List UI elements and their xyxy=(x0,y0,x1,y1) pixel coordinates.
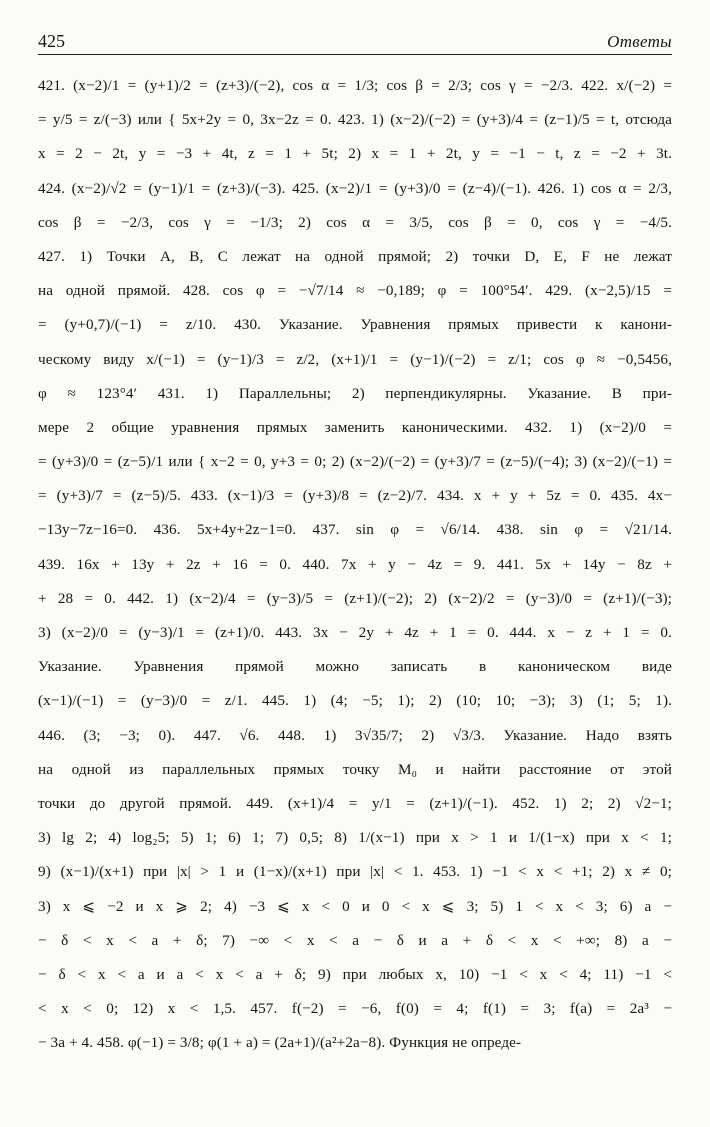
text-line: 424. (x−2)/√2 = (y−1)/1 = (z+3)/(−3). 425. (x−2)/1 = (y+3)/0 = (z−4)/(−1). 426. 1) cos α = 2/3, xyxy=(38,179,672,197)
text-line: 427. 1) Точки A, B, C лежат на одной прямой; 2) точки D, E, F не лежат xyxy=(38,247,672,265)
text-line: 439. 16x + 13y + 2z + 16 = 0. 440. 7x + y − 4z = 9. 441. 5x + 14y − 8z + xyxy=(38,555,672,573)
text-line: = (y+3)/7 = (z−5)/5. 433. (x−1)/3 = (y+3)/8 = (z−2)/7. 434. x + y + 5z = 0. 435. 4x− xyxy=(38,487,672,505)
text-line: мере 2 общие уравнения прямых заменить каноническими. 432. 1) (x−2)/0 = xyxy=(38,418,672,436)
text-line: Указание. Уравнения прямой можно записать в каноническом виде xyxy=(38,658,672,676)
text-line: (x−1)/(−1) = (y−3)/0 = z/1. 445. 1) (4; −5; 1); 2) (10; 10; −3); 3) (1; 5; 1). xyxy=(38,692,672,710)
answers-text xyxy=(38,69,672,1060)
section-title: Ответы xyxy=(607,32,672,51)
text-line: на одной из параллельных прямых точку M₀ и найти расстояние от этой xyxy=(38,760,672,778)
text-line: − 3a + 4. 458. φ(−1) = 3/8; φ(1 + a) = (2a+1)/(a²+2a−8). Функция не опреде- xyxy=(38,1034,522,1052)
text-line: φ ≈ 123°4′ 431. 1) Параллельны; 2) перпендикулярны. Указание. В при- xyxy=(38,384,672,402)
text-line: ческому виду x/(−1) = (y−1)/3 = z/2, (x+1)/1 = (y−1)/(−2) = z/1; cos φ ≈ −0,5456, xyxy=(38,350,672,368)
text-line: −13y−7z−16=0. 436. 5x+4y+2z−1=0. 437. sin φ = √6/14. 438. sin φ = √21/14. xyxy=(38,521,672,539)
text-line: = (y+0,7)/(−1) = z/10. 430. Указание. Уравнения прямых привести к канони- xyxy=(38,316,672,334)
text-line: 446. (3; −3; 0). 447. √6. 448. 1) 3√35/7; 2) √3/3. Указание. Надо взять xyxy=(38,726,672,744)
text-line: 9) (x−1)/(x+1) при |x| > 1 и (1−x)/(x+1) при |x| < 1. 453. 1) −1 < x < +1; 2) x ≠ 0; xyxy=(38,863,672,881)
page-number: 425 xyxy=(38,31,65,51)
text-line: + 28 = 0. 442. 1) (x−2)/4 = (y−3)/5 = (z+1)/(−2); 2) (x−2)/2 = (y−3)/0 = (z+1)/(−3); xyxy=(38,589,672,607)
text-line: 421. (x−2)/1 = (y+1)/2 = (z+3)/(−2), cos α = 1/3; cos β = 2/3; cos γ = −2/3. 422. x/(−2) = xyxy=(38,77,672,94)
text-line: на одной прямой. 428. cos φ = −√7/14 ≈ −0,189; φ = 100°54′. 429. (x−2,5)/15 = xyxy=(38,282,672,300)
text-line: 3) (x−2)/0 = (y−3)/1 = (z+1)/0. 443. 3x − 2y + 4z + 1 = 0. 444. x − z + 1 = 0. xyxy=(38,624,672,641)
text-line: − δ < x < a + δ; 7) −∞ < x < a − δ и a + δ < x < +∞; 8) a − xyxy=(38,931,672,949)
text-line: = (y+3)/0 = (z−5)/1 или { x−2 = 0, y+3 = 0; 2) (x−2)/(−2) = (y+3)/7 = (z−5)/(−4); 3) (x−2)/(−1) = xyxy=(38,453,672,471)
text-line: = y/5 = z/(−3) или { 5x+2y = 0, 3x−2z = 0. 423. 1) (x−2)/(−2) = (y+3)/4 = (z−1)/5 = t, отсюда xyxy=(38,111,672,129)
page-header xyxy=(38,28,672,55)
text-line: 3) lg 2; 4) log₂5; 5) 1; 6) 1; 7) 0,5; 8) 1/(x−1) при x > 1 и 1/(1−x) при x < 1; xyxy=(38,829,672,847)
text-line: cos β = −2/3, cos γ = −1/3; 2) cos α = 3/5, cos β = 0, cos γ = −4/5. xyxy=(38,213,672,231)
text-line: < x < 0; 12) x < 1,5. 457. f(−2) = −6, f(0) = 4; f(1) = 3; f(a) = 2a³ − xyxy=(38,1000,672,1018)
text-line: точки до другой прямой. 449. (x+1)/4 = y/1 = (z+1)/(−1). 452. 1) 2; 2) √2−1; xyxy=(38,794,672,812)
text-line: x = 2 − 2t, y = −3 + 4t, z = 1 + 5t; 2) x = 1 + 2t, y = −1 − t, z = −2 + 3t. xyxy=(38,145,672,163)
text-line: 3) x ⩽ −2 и x ⩾ 2; 4) −3 ⩽ x < 0 и 0 < x ⩽ 3; 5) 1 < x < 3; 6) a − xyxy=(38,897,672,915)
text-line: − δ < x < a и a < x < a + δ; 9) при любых x, 10) −1 < x < 4; 11) −1 < xyxy=(38,965,672,983)
